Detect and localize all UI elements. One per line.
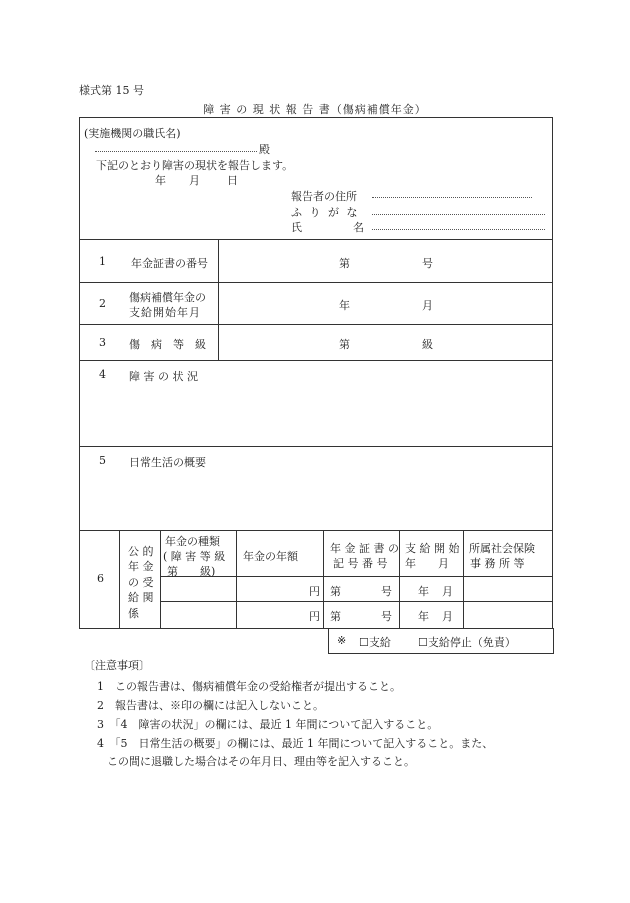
row-a-dai: 第 bbox=[330, 585, 341, 598]
rows-col-divider bbox=[218, 239, 219, 360]
h-type-3: 第 級) bbox=[167, 565, 216, 578]
note-2: 2 報告書は、※印の欄には記入しないこと。 bbox=[97, 699, 324, 712]
row3-num: 3 bbox=[99, 336, 106, 349]
row2-label-2: 支給開始年月 bbox=[129, 306, 201, 319]
furigana-dotline[interactable] bbox=[372, 214, 545, 215]
status-paid[interactable]: ☐支給 bbox=[359, 636, 391, 649]
page-title: 障 害 の 現 状 報 告 書（傷病補償年金） bbox=[203, 103, 427, 116]
row3-val-a: 第 bbox=[339, 338, 350, 351]
date-year: 年 bbox=[155, 174, 166, 187]
note-4-continuation: この間に退職した場合はその年月日、理由等を記入すること。 bbox=[107, 755, 415, 768]
frame-top bbox=[79, 117, 553, 118]
row-b-tsuki: 月 bbox=[442, 610, 453, 623]
row2-val-a: 年 bbox=[339, 299, 350, 312]
row4-label: 障 害 の 状 況 bbox=[129, 370, 198, 383]
date-day: 日 bbox=[227, 174, 238, 187]
frame-left bbox=[79, 117, 80, 628]
row1-val-a: 第 bbox=[339, 257, 350, 270]
form-number: 様式第 15 号 bbox=[79, 84, 144, 97]
note-1: 1 この報告書は、傷病補償年金の受給権者が提出すること。 bbox=[97, 680, 401, 693]
row4-num: 4 bbox=[99, 368, 106, 381]
frame-right bbox=[552, 117, 553, 628]
name-label-1: 氏 bbox=[291, 221, 302, 234]
pension-side-4: 給 関 bbox=[128, 591, 154, 604]
row5-num: 5 bbox=[99, 454, 106, 467]
row5-label: 日常生活の概要 bbox=[129, 456, 206, 469]
pension-col-5 bbox=[463, 530, 464, 628]
agency-label: (実施機関の職氏名) bbox=[84, 127, 181, 140]
row2-val-b: 月 bbox=[422, 299, 433, 312]
name-dotline[interactable] bbox=[372, 229, 545, 230]
pension-col-1 bbox=[160, 530, 161, 628]
agency-dotline bbox=[95, 151, 257, 152]
pension-side-5: 係 bbox=[128, 607, 139, 620]
row2-num: 2 bbox=[99, 297, 106, 310]
h-amount: 年金の年額 bbox=[243, 550, 298, 563]
row3-val-b: 級 bbox=[422, 338, 433, 351]
date-month: 月 bbox=[189, 174, 200, 187]
row3-label: 傷 病 等 級 bbox=[129, 338, 206, 351]
row-sep-2 bbox=[79, 282, 553, 283]
h-type-2: ( 障 害 等 級 bbox=[163, 550, 226, 563]
row1-label: 年金証書の番号 bbox=[131, 257, 208, 270]
pension-col-2 bbox=[236, 530, 237, 628]
furigana-label: ふ り が な bbox=[291, 206, 360, 219]
note-4: 4 「5 日常生活の概要」の欄には、最近 1 年間について記入すること。また、 bbox=[97, 737, 494, 750]
address-dotline[interactable] bbox=[372, 197, 532, 198]
note-3: 3 「4 障害の状況」の欄には、最近 1 年間について記入すること。 bbox=[97, 718, 439, 731]
h-cert-1: 年 金 証 書 の bbox=[330, 542, 399, 555]
h-start-1: 支 給 開 始 bbox=[405, 542, 460, 555]
row1-num: 1 bbox=[99, 255, 106, 268]
row-sep-4 bbox=[79, 360, 553, 361]
h-type-1: 年金の種類 bbox=[165, 535, 220, 548]
row-b-dai: 第 bbox=[330, 610, 341, 623]
pension-num: 6 bbox=[97, 572, 104, 585]
h-start-2: 年 月 bbox=[405, 557, 449, 570]
h-office-1: 所属社会保険 bbox=[469, 542, 535, 555]
name-label-2: 名 bbox=[353, 221, 364, 234]
row-a-tsuki: 月 bbox=[442, 585, 453, 598]
row-a-nen: 年 bbox=[418, 585, 429, 598]
row-sep-3 bbox=[79, 324, 553, 325]
pension-row-1 bbox=[160, 576, 553, 577]
row2-label-1: 傷病補償年金の bbox=[129, 291, 206, 304]
pension-col-3 bbox=[323, 530, 324, 628]
row-b-nen: 年 bbox=[418, 610, 429, 623]
row1-val-b: 号 bbox=[422, 257, 433, 270]
pension-side-1: 公 的 bbox=[128, 545, 154, 558]
honorific: 殿 bbox=[259, 143, 270, 156]
status-mark: ※ bbox=[337, 634, 347, 647]
row-a-yen: 円 bbox=[309, 585, 320, 598]
row-sep-6 bbox=[79, 530, 553, 531]
pension-row-2 bbox=[160, 601, 553, 602]
status-stopped[interactable]: ☐支給停止（免責） bbox=[418, 636, 516, 649]
row-sep-5 bbox=[79, 446, 553, 447]
pension-side-3: の 受 bbox=[128, 576, 154, 589]
row-b-go: 号 bbox=[381, 610, 392, 623]
reporter-address-label: 報告者の住所 bbox=[291, 190, 357, 203]
statement: 下記のとおり障害の現状を報告します。 bbox=[96, 159, 294, 172]
h-office-2: 事 務 所 等 bbox=[470, 557, 525, 570]
notes-title: 〔注意事項〕 bbox=[84, 659, 150, 672]
pension-side-2: 年 金 bbox=[128, 560, 154, 573]
pension-col-4 bbox=[399, 530, 400, 628]
h-cert-2: 記 号 番 号 bbox=[333, 557, 388, 570]
row-a-go: 号 bbox=[381, 585, 392, 598]
row-sep-1 bbox=[79, 239, 553, 240]
row-b-yen: 円 bbox=[309, 610, 320, 623]
pension-col-side bbox=[119, 530, 120, 628]
